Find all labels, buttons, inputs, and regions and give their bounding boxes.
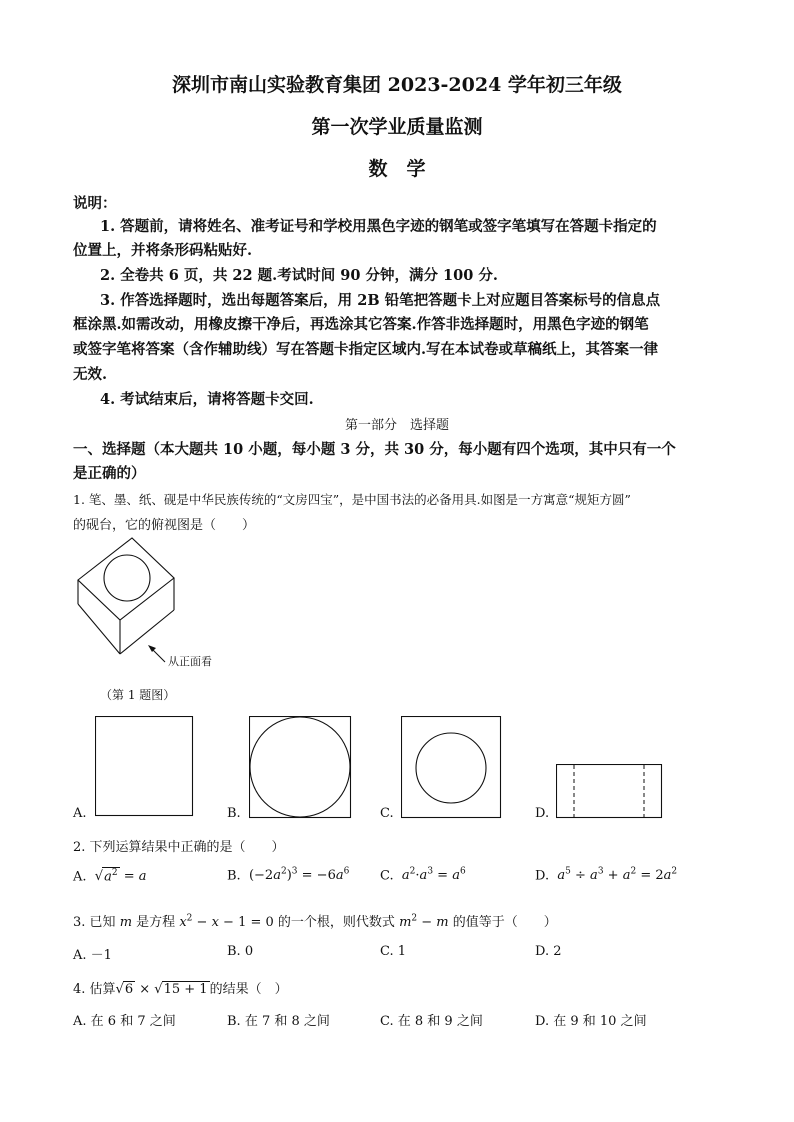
- q1-figure-caption: （第 1 题图）: [100, 688, 176, 702]
- q4-option-b[interactable]: B. 在 7 和 8 之间: [227, 1014, 330, 1029]
- q2-option-b[interactable]: B. $(-2a^2)^3 = -6a^6$: [227, 867, 350, 884]
- part1-title: 第一部分 选择题: [344, 418, 449, 433]
- note-3c: 或签字笔将答案（含作辅助线）写在答题卡指定区域内.写在本试卷或草稿纸上，其答案一律: [73, 341, 659, 358]
- q1-text-b: 的砚台，它的俯视图是（ ）: [73, 518, 256, 533]
- q2-option-c[interactable]: C. $a^2\cdot a^3 = a^6$: [380, 867, 466, 884]
- q2-option-a-label: A.: [73, 869, 87, 885]
- q2-option-d[interactable]: D. $a^5 \div a^3 + a^2 = 2a^2$: [535, 867, 678, 884]
- notes-heading: 说明：: [73, 195, 117, 212]
- q3-option-b[interactable]: B. 0: [227, 944, 254, 959]
- q2-option-b-label: B.: [227, 868, 241, 884]
- q2-option-a[interactable]: A. $√a^2 = a$: [73, 868, 147, 885]
- q3-option-d[interactable]: D. 2: [535, 944, 562, 959]
- q3-option-c[interactable]: C. 1: [380, 944, 407, 959]
- q4-option-c[interactable]: C. 在 8 和 9 之间: [380, 1014, 483, 1029]
- note-3d: 无效.: [73, 366, 108, 383]
- option-b-circle-in-square: [249, 716, 353, 820]
- option-d-rectangle-dashed: [556, 764, 664, 820]
- q4-stem: 4. 估算√6 × √15 + 1 的结果（ ）: [73, 982, 288, 997]
- q3-option-a[interactable]: A. －1: [73, 948, 112, 963]
- q4-option-d[interactable]: D. 在 9 和 10 之间: [535, 1014, 647, 1029]
- section-heading-b: 是正确的）: [73, 465, 146, 482]
- option-a-square: [95, 716, 195, 818]
- q2-option-c-label: C.: [380, 868, 394, 884]
- subject-title: 数 学: [368, 158, 426, 180]
- q1-option-a[interactable]: A.: [73, 806, 87, 821]
- note-1b: 位置上，并将条形码粘贴好.: [73, 242, 253, 259]
- note-3b: 框涂黑.如需改动，用橡皮擦干净后，再选涂其它答案.作答非选择题时，用黑色字迹的钢笔: [73, 316, 649, 333]
- q1-option-c[interactable]: C.: [380, 806, 394, 821]
- q2-option-d-label: D.: [535, 868, 550, 884]
- section-heading-a: 一、选择题（本大题共 10 小题，每小题 3 分，共 30 分，每小题有四个选项，其中只有一个: [73, 441, 676, 458]
- q1-option-b[interactable]: B.: [227, 806, 241, 821]
- q3-stem: 3. 已知 m 是方程 $x^2 - x - 1 = 0$ 的一个根，则代数式 $m^2 - m$ 的值等于（ ）: [73, 913, 557, 930]
- q2-stem: 2. 下列运算结果中正确的是（ ）: [73, 840, 285, 855]
- note-4: 4. 考试结束后，请将答题卡交回.: [100, 391, 314, 408]
- note-3a: 3. 作答选择题时，选出每题答案后，用 2B 铅笔把答题卡上对应题目答案标号的信息点: [100, 292, 661, 309]
- inkstone-figure: [70, 530, 250, 670]
- exam-title-line2: 第一次学业质量监测: [311, 116, 483, 138]
- q1-text-a: 1. 笔、墨、纸、砚是中华民族传统的“文房四宝”，是中国书法的必备用具.如图是一方寓意“规矩方圆”: [73, 492, 631, 507]
- option-c-small-circle-in-square: [401, 716, 503, 820]
- note-2: 2. 全卷共 6 页，共 22 题.考试时间 90 分钟，满分 100 分.: [100, 267, 498, 284]
- view-direction-label: 从正面看: [168, 655, 212, 668]
- q4-option-a[interactable]: A. 在 6 和 7 之间: [73, 1014, 176, 1029]
- exam-title-line1: 深圳市南山实验教育集团 2023-2024 学年初三年级: [172, 74, 622, 96]
- note-1a: 1. 答题前，请将姓名、准考证号和学校用黑色字迹的钢笔或签字笔填写在答题卡指定的: [100, 218, 657, 235]
- q1-option-d[interactable]: D.: [535, 806, 550, 821]
